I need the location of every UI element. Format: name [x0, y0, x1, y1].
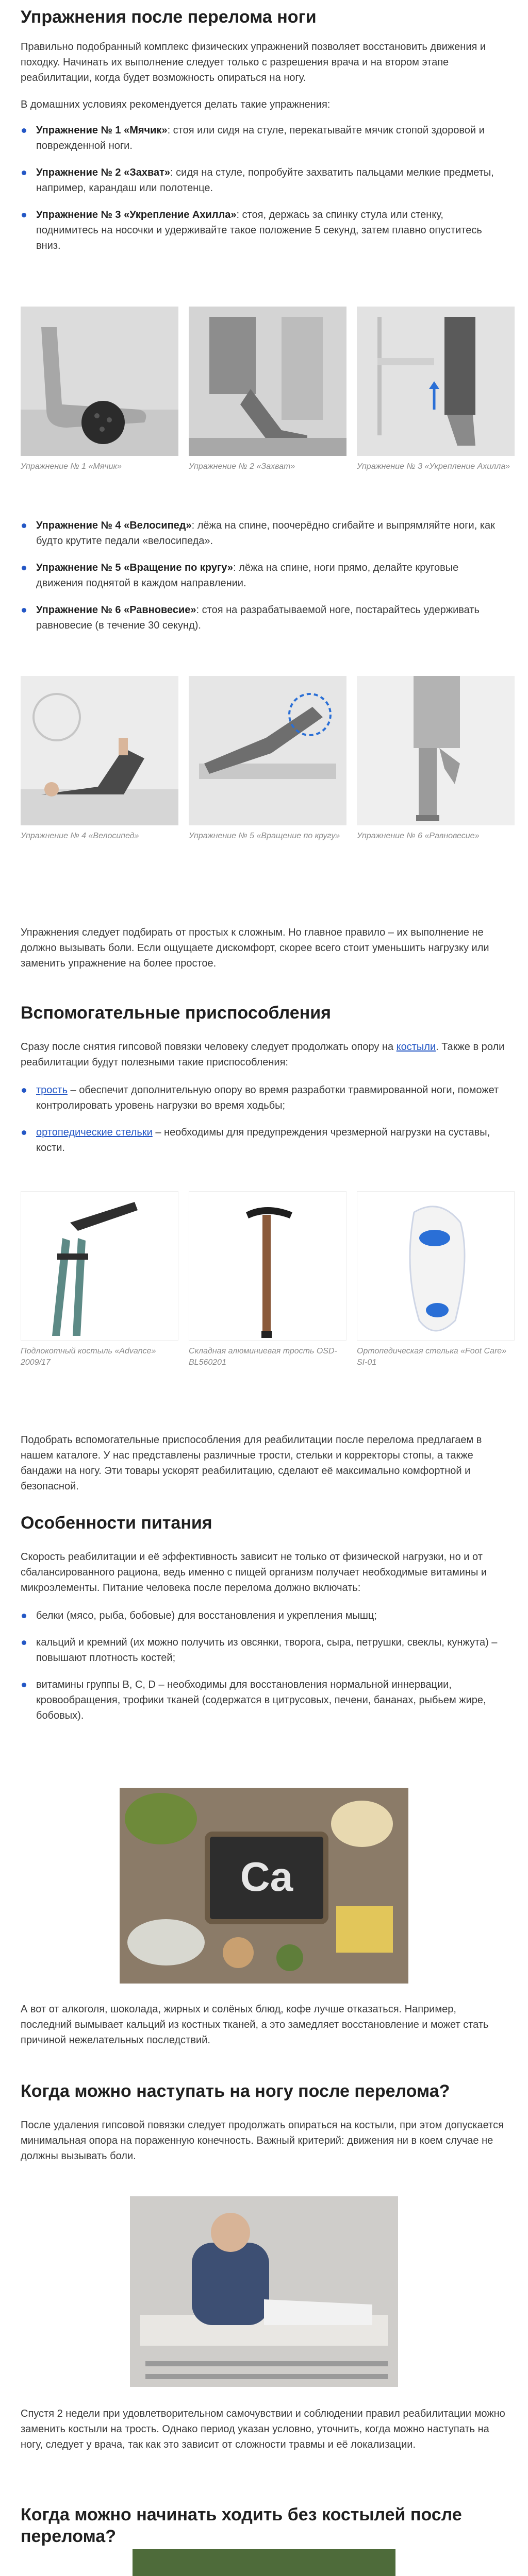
section-exercises: [21, 6, 507, 265]
exercise-list-2-wrap: [21, 518, 507, 645]
exercise-rotation-image: [189, 676, 346, 825]
list-item: витамины группы B, C, D – необходимы для восстановления нормальной иннервации, кровообращения, трофики тканей (содержатся в цитрусовых, печени, бананах, рыбьем жире, бобовых).: [21, 1677, 507, 1723]
list-item: Упражнение № 3 «Укрепление Ахилла»: стоя, держась за спинку стула или стенку, поднимитесь на носочки и удерживайте такое положение 5 секунд, затем плавно опуститесь вниз.: [21, 207, 507, 253]
aids-list: [21, 1082, 507, 1156]
exercise-images-2: [21, 676, 507, 842]
section-title: Вспомогательные приспособления: [21, 1003, 331, 1023]
product-card[interactable]: [189, 1191, 346, 1368]
list-item: трость – обеспечит дополнительную опору во время разработки травмированной ноги, поможет контролировать уровень нагрузки во время ходьбы;: [21, 1082, 507, 1113]
image-caption: Складная алюминиевая трость OSD-BL560201: [189, 1347, 337, 1367]
aids-intro: Сразу после снятия гипсовой повязки человеку следует продолжать опору на костыли. Также в роли реабилитации будут полезными такие приспособления:: [21, 1041, 505, 1068]
nutrition-outro: [21, 2002, 507, 2048]
insoles-link[interactable]: ортопедические стельки: [36, 1127, 153, 1138]
exercise-images-1: [21, 307, 510, 472]
exercise-grip-image: [189, 307, 346, 456]
exercise-balance-image: [357, 676, 515, 825]
list-item: ортопедические стельки – необходимы для предупреждения чрезмерной нагрузки на суставы, кости.: [21, 1125, 507, 1156]
image-caption: Упражнение № 3 «Укрепление Ахилла»: [357, 462, 510, 471]
when-step-outro: [21, 2406, 507, 2452]
crutch-image[interactable]: [21, 1191, 178, 1341]
list-item: кальций и кремний (их можно получить из овсянки, творога, сыра, петрушки, свеклы, кунжута) – повышают плотность костей;: [21, 1635, 507, 1666]
section-title: Особенности питания: [21, 1513, 212, 1533]
image-card: [21, 307, 178, 472]
section-aids: [21, 1002, 507, 1167]
man-with-crutches-image: [130, 2196, 398, 2387]
exercise-list-1: [21, 123, 507, 253]
section-title: Когда можно наступать на ногу после перелома?: [21, 2081, 450, 2101]
nutrition-list: [21, 1608, 507, 1723]
lead-text: В домашних условиях рекомендуется делать такие упражнения:: [21, 99, 331, 110]
image-card: [189, 676, 346, 842]
leg-cast-image: [133, 2549, 395, 2576]
section-when-step: [21, 2080, 507, 2164]
section-walk: [21, 2504, 507, 2547]
image-card: [357, 676, 515, 842]
cane-link[interactable]: трость: [36, 1084, 68, 1096]
list-item: Упражнение № 2 «Захват»: сидя на стуле, попробуйте захватить пальцами мелкие предметы, например, карандаш или полотенце.: [21, 165, 507, 196]
image-caption: Упражнение № 4 «Велосипед»: [21, 832, 139, 840]
image-caption: Ортопедическая стелька «Foot Care» SI-01: [357, 1347, 507, 1367]
exercise-outro: [21, 925, 507, 971]
nutrition-intro: Скорость реабилитации и её эффективность зависит не только от физической нагрузки, но и от сбалансированного рациона, ведь именно с пищей организм получает необходимые витамины и микроэлементы. Питание человека после перелома должно включать:: [21, 1551, 487, 1594]
exercise-bicycle-image: [21, 676, 178, 825]
aids-images: [21, 1191, 507, 1368]
nutrition-outro-text: А вот от алкоголя, шоколада, жирных и солёных блюд, кофе лучше отказаться. Например, последний вымывает кальций из костных тканей, а это замедляет восстановление и может стать причиной нежелательных последствий.: [21, 2004, 489, 2046]
image-caption: Упражнение № 5 «Вращение по кругу»: [189, 832, 340, 840]
section-title: Упражнения после перелома ноги: [21, 7, 317, 27]
board-text: Ca: [240, 1854, 293, 1900]
crutches-link[interactable]: костыли: [396, 1041, 436, 1053]
list-item: белки (мясо, рыба, бобовые) для восстановления и укрепления мышц;: [21, 1608, 507, 1623]
exercise-list-2: [21, 518, 507, 633]
list-item: Упражнение № 6 «Равновесие»: стоя на разрабатываемой ноге, постарайтесь удерживать равновесие (в течение 30 секунд).: [21, 602, 507, 633]
insole-image[interactable]: [357, 1191, 515, 1341]
cane-image[interactable]: [189, 1191, 346, 1341]
outro-text: Упражнения следует подбирать от простых к сложным. Но главное правило – их выполнение не должно вызывать боли. Если ощущаете дискомфорт, скорее всего стоит уменьшить нагрузку или заменить упражнение на более простое.: [21, 927, 489, 969]
exercise-achilles-image: [357, 307, 515, 456]
intro-text: Правильно подобранный комплекс физических упражнений позволяет восстановить движения и походку. Начинать их выполнение следует только с разрешения врача и на втором этапе реабилитации, когда будет возможность опираться на ногу.: [21, 41, 486, 83]
aids-outro: [21, 1432, 507, 1494]
exercise-ball-image: [21, 307, 178, 456]
image-caption: Упражнение № 1 «Мячик»: [21, 462, 122, 471]
list-item: Упражнение № 5 «Вращение по кругу»: лёжа на спине, ноги прямо, делайте круговые движения поднятой в каждом направлении.: [21, 560, 507, 591]
product-card[interactable]: [357, 1191, 515, 1368]
image-caption: Упражнение № 6 «Равновесие»: [357, 832, 480, 840]
section-title: Когда можно начинать ходить без костылей после перелома?: [21, 2505, 462, 2546]
when-step-text: После удаления гипсовой повязки следует продолжать опираться на костыли, при этом допускается минимальная опора на пораженную конечность. Важный критерий: движения ни в коем случае не должны вызывать боли.: [21, 2120, 504, 2162]
aids-outro-text: Подобрать вспомогательные приспособления для реабилитации после перелома предлагаем в нашем каталоге. У нас представлены различные трости, стельки и корректоры стопы, а также бандажи на ногу. Эти товары ускорят реабилитацию, сделают её максимально комфортной и безопасной.: [21, 1434, 482, 1492]
section-nutrition: [21, 1512, 507, 1735]
product-card[interactable]: [21, 1191, 178, 1368]
list-item: Упражнение № 4 «Велосипед»: лёжа на спине, поочерёдно сгибайте и выпрямляйте ноги, как будто крутите педали «велосипеда».: [21, 518, 507, 549]
food-image: [120, 1788, 408, 1984]
list-item: Упражнение № 1 «Мячик»: стоя или сидя на стуле, перекатывайте мячик стопой здоровой и поврежденной ноги.: [21, 123, 507, 154]
image-card: [189, 307, 346, 472]
image-card: [357, 307, 515, 472]
when-step-text-2: Спустя 2 недели при удовлетворительном самочувствии и соблюдении правил реабилитации можно заменить костыли на трость. Однако период указан условно, уточнить, когда можно наступать на ногу, следует у врача, так как это зависит от сложности травмы и её локализации.: [21, 2408, 505, 2450]
image-caption: Упражнение № 2 «Захват»: [189, 462, 295, 471]
image-card: [21, 676, 178, 842]
image-caption: Подлокотный костыль «Advance» 2009/17: [21, 1347, 156, 1367]
